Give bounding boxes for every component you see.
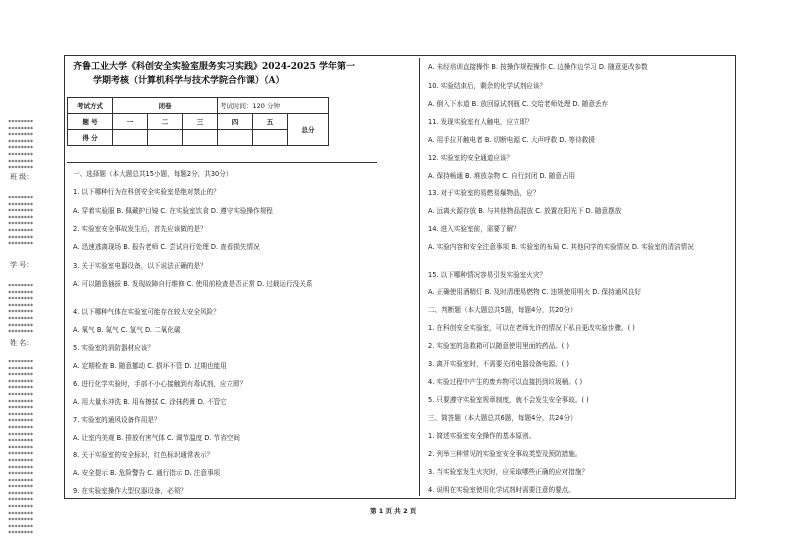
section2-heading: 二、判断题（本大题总共5题，每题4分，共20分） — [428, 306, 577, 314]
question-text: 7. 实验室的通风设备作用是？ — [73, 416, 161, 424]
score-cell — [113, 130, 148, 146]
cut-line-dots: ******** ******** ******** ******** ******** ******** ******** ******** ******** ******** ******** ******** ******** ******** ******** ******** ******** ******** ******** ******** ******** ******** ******** ******** ******** ******** ******** — [8, 360, 33, 538]
score-cell — [218, 130, 253, 146]
question-text: 1. 以下哪种行为在科创安全实验室是绝对禁止的？ — [73, 188, 220, 196]
exam-method-label: 考试方式 — [68, 98, 113, 114]
title-line-1: 齐鲁工业大学《科创安全实验室服务实习实践》2024-2025 学年第一 — [73, 62, 355, 72]
judgment-question: 1. 在科创安全实验室，可以在老师允许的情况下私自更改实验步骤。( ) — [428, 324, 635, 332]
question-text: 8. 关于实验室的安全标识，红色标识通常表示？ — [73, 451, 214, 459]
question-text: 9. 在实验室操作大型仪器设备，必须？ — [73, 487, 187, 495]
question-options: A. 保持畅通 B. 堆放杂物 C. 自行封闭 D. 随意占用 — [428, 172, 576, 180]
page-footer: 第 1 页 共 2 页 — [370, 507, 417, 515]
student-id-label: 学 号： — [10, 261, 34, 269]
question-text: 2. 实验室安全事故发生后，首先应该做的是？ — [73, 225, 207, 233]
question-options: A. 用手拉开触电者 B. 切断电源 C. 大声呼救 D. 等待救援 — [428, 136, 595, 144]
score-label: 得 分 — [68, 130, 113, 146]
class-label: 班 级： — [10, 173, 34, 181]
question-options: A. 安全提示 B. 危险警告 C. 通行指示 D. 注意事项 — [73, 469, 221, 477]
question-options: A. 未经培训直接操作 B. 按操作规程操作 C. 边操作边学习 D. 随意更改参数 — [428, 63, 648, 71]
section-header-1: 一 — [113, 114, 148, 130]
question-options: A. 正确使用酒精灯 B. 及时清理易燃物 C. 违规使用明火 D. 保持通风良好 — [428, 288, 642, 296]
question-options: A. 可以随意插拔 B. 发现故障自行维修 C. 使用前检查是否正常 D. 过载运行没关系 — [73, 280, 313, 288]
question-text: 3. 关于实验室电器设备，以下说法正确的是？ — [73, 262, 207, 270]
judgment-question: 3. 离开实验室时，不需要关闭电器设备电源。( ) — [428, 360, 569, 368]
score-cell — [148, 130, 183, 146]
section3-heading: 三、简答题（本大题总共6题，每题4分，共24分） — [428, 414, 577, 422]
exam-title — [73, 60, 381, 88]
title-line-2: 学期考核（计算机科学与技术学院合作课）（A） — [93, 76, 285, 86]
question-text: 13. 对于实验室的易燃易爆物品，应？ — [428, 189, 540, 197]
question-text: 6. 进行化学实验时，手部不小心接触到有毒试剂，应立即？ — [73, 380, 247, 388]
score-cell — [253, 130, 288, 146]
question-text: 15. 以下哪种情况容易引发实验室火灾？ — [428, 271, 547, 279]
question-options: A. 实验内容和安全注意事项 B. 实验室的布局 C. 其他同学的实验情况 D. 实验室的清洁情况 — [428, 243, 694, 251]
question-no-label: 题 号 — [68, 114, 113, 130]
cut-line-dots: ******** ******** ******** ******** ******** ******** ******** ******** — [8, 196, 33, 249]
section-header-3: 三 — [183, 114, 218, 130]
section-header-2: 二 — [148, 114, 183, 130]
question-options: A. 倒入下水道 B. 放回原试剂瓶 C. 交给老师处理 D. 随意丢弃 — [428, 100, 609, 108]
question-options: A. 迅速逃离现场 B. 报告老师 C. 尝试自行处理 D. 查看损失情况 — [73, 243, 260, 251]
question-text: 14. 进入实验室前，需要了解？ — [428, 225, 520, 233]
question-options: A. 让室内美观 B. 排放有害气体 C. 调节温度 D. 节省空间 — [73, 434, 240, 442]
question-text: 5. 实验室的消防器材应该？ — [73, 344, 154, 352]
total-label: 总分 — [288, 114, 329, 146]
question-text: 11. 发现实验室有人触电，应立即？ — [428, 118, 533, 126]
name-label: 姓 名： — [10, 339, 34, 347]
judgment-question: 4. 实验过程中产生的废弃物可以直接扔到垃圾桶。( ) — [428, 378, 583, 386]
section-header-5: 五 — [253, 114, 288, 130]
question-options: A. 氧气 B. 氮气 C. 氢气 D. 二氧化碳 — [73, 326, 181, 334]
judgment-question: 5. 只要遵守实验室规章制度，就不会发生安全事故。( ) — [428, 396, 589, 404]
short-answer-question: 2. 列举三种常见的实验室安全事故类型及预防措施。 — [428, 450, 582, 458]
short-answer-question: 3. 当实验室发生火灾时，应采取哪些正确的应对措施？ — [428, 468, 589, 476]
question-options: A. 穿着实验服 B. 佩戴护目镜 C. 在实验室饮食 D. 遵守实验操作规程 — [73, 207, 273, 215]
question-text: 12. 实验室的安全通道应该？ — [428, 154, 514, 162]
cut-line-dots: ******** ******** ******** ******** ******** ******** ******** ******** — [8, 284, 33, 337]
short-answer-question: 1. 简述实验室安全操作的基本原则。 — [428, 432, 536, 440]
question-options: A. 远离火源存放 B. 与其他物品混放 C. 放置在阳光下 D. 随意摆放 — [428, 207, 622, 215]
binding-margin — [8, 120, 58, 540]
short-answer-question: 4. 说明在实验室使用化学试剂时需要注意的要点。 — [428, 486, 575, 494]
judgment-question: 2. 实验室的急救箱可以随意使用里面的药品。( ) — [428, 342, 569, 350]
question-options: A. 定期检查 B. 随意挪动 C. 损坏不管 D. 过期也能用 — [73, 362, 227, 370]
question-text: 4. 以下哪种气体在实验室可能存在较大安全风险？ — [73, 308, 220, 316]
score-cell — [183, 130, 218, 146]
exam-method-value: 闭卷 — [113, 98, 218, 114]
section-header-4: 四 — [218, 114, 253, 130]
section1-heading: 一、选择题（本大题总共15小题，每题2分，共30分） — [73, 170, 233, 178]
section-divider — [67, 162, 377, 163]
cut-line-dots: ******** ******** ******** ******** ******** ******** ******** ******** — [8, 120, 33, 173]
question-options: A. 用大量水冲洗 B. 用布擦拭 C. 涂抹药膏 D. 不管它 — [73, 398, 227, 406]
column-divider — [419, 58, 420, 496]
score-table — [67, 97, 329, 146]
question-text: 10. 实验结束后，剩余的化学试剂应该？ — [428, 82, 547, 90]
exam-time: 考试时间：120 分钟 — [218, 98, 329, 114]
